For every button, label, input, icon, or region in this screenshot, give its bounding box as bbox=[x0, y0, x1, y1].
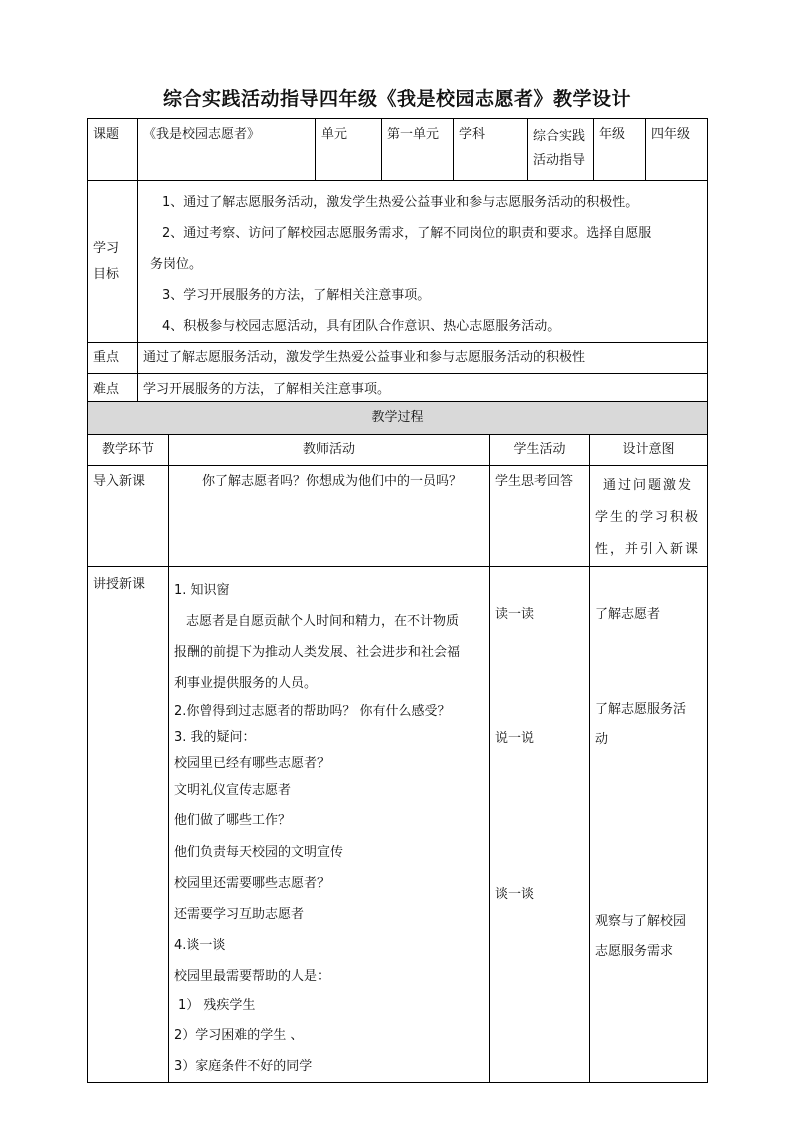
column-header-teacher: 教师活动 bbox=[169, 435, 490, 466]
goal-item: 务岗位。 bbox=[150, 257, 203, 272]
lesson-intent bbox=[590, 567, 708, 1083]
goal-item: 4、积极参与校园志愿活动，具有团队合作意识、热心志愿服务活动。 bbox=[162, 319, 561, 334]
goals-content bbox=[138, 181, 708, 343]
lesson-line: 志愿者是自愿贡献个人时间和精力，在不计物质 bbox=[186, 614, 460, 629]
info-table bbox=[87, 118, 708, 406]
intro-intent-line: 学生的学习积极 bbox=[595, 510, 701, 525]
lesson-student bbox=[490, 567, 590, 1083]
lesson-line: 1. 知识窗 bbox=[174, 583, 230, 598]
goal-item: 3、学习开展服务的方法，了解相关注意事项。 bbox=[162, 288, 431, 303]
student-activity: 说一说 bbox=[495, 731, 535, 746]
difficulty-value: 学习开展服务的方法，了解相关注意事项。 bbox=[138, 374, 708, 406]
intent-line: 了解志愿者 bbox=[595, 607, 661, 622]
unit-value: 第一单元 bbox=[382, 119, 454, 181]
lesson-line: 校园里已经有哪些志愿者？ bbox=[174, 756, 331, 771]
difficulty-label: 难点 bbox=[88, 374, 138, 406]
lesson-line: 他们负责每天校园的文明宣传 bbox=[174, 845, 344, 860]
lesson-line: 4.谈一谈 bbox=[174, 938, 226, 953]
grade-label: 年级 bbox=[594, 119, 646, 181]
intro-intent-line: 性，并引入新课 bbox=[595, 542, 701, 557]
lesson-line: 2.你曾得到过志愿者的帮助吗？ 你有什么感受？ bbox=[174, 704, 451, 719]
process-table bbox=[87, 401, 708, 1083]
intent-line: 了解志愿服务活 bbox=[595, 702, 687, 717]
intent-line: 志愿服务需求 bbox=[595, 944, 674, 959]
process-header: 教学过程 bbox=[88, 402, 708, 435]
grade-value: 四年级 bbox=[646, 119, 708, 181]
lesson-line: 1） 残疾学生 bbox=[178, 998, 256, 1013]
intro-intent-line: 通过问题激发 bbox=[603, 478, 694, 493]
course-value bbox=[528, 119, 594, 181]
lesson-line: 3）家庭条件不好的同学 bbox=[174, 1059, 313, 1074]
document-title: 综合实践活动指导四年级《我是校园志愿者》教学设计 bbox=[162, 88, 631, 110]
intent-line: 动 bbox=[595, 732, 609, 747]
lesson-line: 利事业提供服务的人员。 bbox=[174, 676, 318, 691]
column-header-student: 学生活动 bbox=[490, 435, 590, 466]
subject-value: 《我是校园志愿者》 bbox=[138, 119, 316, 181]
lesson-line: 还需要学习互助志愿者 bbox=[174, 907, 305, 922]
key-point-value: 通过了解志愿服务活动，激发学生热爱公益事业和参与志愿服务活动的积极性 bbox=[138, 343, 708, 374]
course-label: 学科 bbox=[454, 119, 528, 181]
key-point-label: 重点 bbox=[88, 343, 138, 374]
intent-line: 观察与了解校园 bbox=[595, 914, 687, 929]
column-header-stage: 教学环节 bbox=[88, 435, 169, 466]
column-header-intent: 设计意图 bbox=[590, 435, 708, 466]
unit-label: 单元 bbox=[316, 119, 382, 181]
goals-label-line: 目标 bbox=[93, 266, 120, 282]
lesson-teacher bbox=[169, 567, 490, 1083]
student-activity: 读一读 bbox=[495, 607, 535, 622]
intro-teacher: 你了解志愿者吗？你想成为他们中的一员吗？ bbox=[169, 466, 490, 567]
lesson-line: 校园里还需要哪些志愿者？ bbox=[174, 876, 331, 891]
intro-student: 学生思考回答 bbox=[490, 466, 590, 567]
goals-label bbox=[88, 181, 138, 343]
goal-item: 1、通过了解志愿服务活动，激发学生热爱公益事业和参与志愿服务活动的积极性。 bbox=[162, 195, 639, 210]
lesson-line: 2）学习困难的学生 、 bbox=[174, 1028, 304, 1043]
lesson-line: 文明礼仪宣传志愿者 bbox=[174, 783, 292, 798]
goal-item: 2、通过考察、访问了解校园志愿服务需求，了解不同岗位的职责和要求。选择自愿服 bbox=[162, 226, 652, 241]
intro-intent bbox=[590, 466, 708, 567]
intro-stage: 导入新课 bbox=[88, 466, 169, 567]
lesson-line: 3. 我的疑问： bbox=[174, 730, 256, 745]
lesson-line: 报酬的前提下为推动人类发展、社会进步和社会福 bbox=[174, 645, 461, 660]
goals-label-line: 学习 bbox=[93, 240, 120, 256]
student-activity: 谈一谈 bbox=[495, 887, 535, 902]
course-value-line: 活动指导 bbox=[533, 153, 586, 168]
subject-label: 课题 bbox=[88, 119, 138, 181]
lesson-line: 校园里最需要帮助的人是： bbox=[174, 969, 331, 984]
course-value-line: 综合实践 bbox=[533, 129, 586, 144]
lesson-line: 他们做了哪些工作？ bbox=[174, 813, 292, 828]
lesson-stage: 讲授新课 bbox=[88, 567, 169, 1083]
